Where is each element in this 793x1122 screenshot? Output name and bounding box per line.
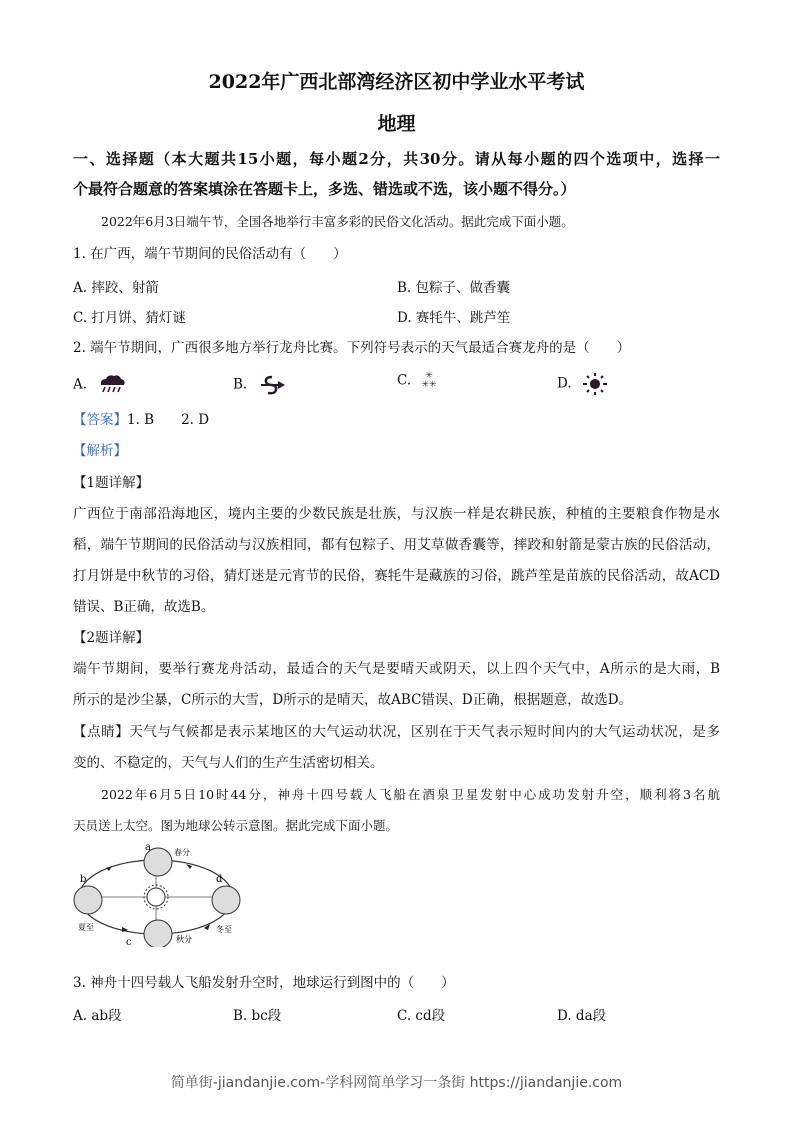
point-label-c: c xyxy=(126,937,132,947)
detail2-line: 端午节期间，要举行赛龙舟活动，最适合的天气是要晴天或阴天，以上四个天气中，A所示的是大雨，B xyxy=(73,661,720,677)
exam-title: 2022年广西北部湾经济区初中学业水平考试 xyxy=(208,71,585,93)
section-heading-line1: 一、选择题（本大题共15小题，每小题2分，共30分。请从每小题的四个选项中，选择一 xyxy=(73,150,720,168)
detail2-tag: 【2题详解】 xyxy=(73,630,150,646)
q1-option-b: B. 包粽子、做香囊 xyxy=(397,280,511,296)
sandstorm-icon xyxy=(258,374,286,396)
term-summer-solstice: 夏至 xyxy=(78,923,94,932)
q3-option-b: B. bc段 xyxy=(233,1008,282,1024)
q3-stem: 3. 神舟十四号载人飞船发射升空时，地球运行到图中的（ ） xyxy=(73,975,455,991)
detail1-line: 打月饼是中秋节的习俗，猜灯迷是元宵节的民俗，赛牦牛是藏族的习俗，跳芦笙是苗族的民俗活动，故ACD xyxy=(73,568,720,584)
heavy-snow-icon: ✳ ✳✳ xyxy=(421,371,437,390)
point-line2: 变的、不稳定的，天气与人们的生产生活密切相关。 xyxy=(73,755,384,771)
answer-line xyxy=(73,411,209,429)
earth-c xyxy=(144,920,172,947)
detail1-tag: 【1题详解】 xyxy=(73,475,150,491)
detail1-line: 广西位于南部沿海地区，境内主要的少数民族是壮族，与汉族一样是农耕民族，种植的主要粮食作物是水 xyxy=(73,506,720,522)
earth-revolution-diagram xyxy=(66,842,246,947)
q2-option-b-label: B. xyxy=(233,376,248,393)
section-heading-line2: 个最符合题意的答案填涂在答题卡上，多选、错选或不选，该小题不得分。） xyxy=(73,180,576,198)
term-winter-solstice: 冬至 xyxy=(216,925,232,934)
answer-tag: 【答案】 xyxy=(73,412,127,428)
q3-option-a: A. ab段 xyxy=(73,1008,122,1024)
earth-b xyxy=(74,886,102,914)
q2-option-b xyxy=(233,374,286,396)
q2-option-c-label: C. xyxy=(397,372,412,389)
earth-d xyxy=(212,886,240,914)
point-text: 天气与气候都是表示某地区的大气运动状况，区别在于天气表示短时间内的大气运动状况，是多 xyxy=(129,724,721,740)
q3-option-c: C. cd段 xyxy=(397,1008,446,1024)
answer-text: 1. B 2. D xyxy=(127,412,210,428)
intro-text-2-line2: 天员送上太空。图为地球公转示意图。据此完成下面小题。 xyxy=(73,818,399,833)
sunny-icon xyxy=(582,372,608,396)
q2-option-c xyxy=(397,372,437,390)
point-label-a: a xyxy=(145,842,151,853)
q2-option-d xyxy=(557,372,608,396)
analysis-tag: 【解析】 xyxy=(73,443,127,459)
detail2-line: 所示的是沙尘暴，C所示的大雪，D所示的是晴天，故ABC错误、D正确，根据题意，故选D。 xyxy=(73,692,633,708)
q1-option-c: C. 打月饼、猜灯谜 xyxy=(73,310,186,326)
q3-option-d: D. da段 xyxy=(557,1008,607,1024)
point-label-b: b xyxy=(80,874,87,885)
intro-text-1: 2022年6月3日端午节，全国各地举行丰富多彩的民俗文化活动。据此完成下面小题。 xyxy=(101,214,574,229)
q2-stem: 2. 端午节期间，广西很多地方举行龙舟比赛。下列符号表示的天气最适合赛龙舟的是（ ） xyxy=(73,340,631,356)
detail1-line: 稻，端午节期间的民俗活动与汉族相同，都有包粽子、用艾草做香囊等，摔跤和射箭是蒙古族的民俗活动， xyxy=(73,537,720,553)
sun-icon xyxy=(144,885,168,909)
footer-watermark: 简单街-jiandanjie.com-学科网简单学习一条街 https://jiandanjie.com xyxy=(170,1075,623,1091)
subject-title: 地理 xyxy=(377,113,416,135)
q1-option-a: A. 摔跤、射箭 xyxy=(73,280,159,296)
q2-option-a xyxy=(73,374,127,396)
q2-option-a-label: A. xyxy=(73,376,88,393)
detail1-line: 错误、B正确，故选B。 xyxy=(73,599,215,615)
intro-text-2-line1: 2022年6月5日10时44分，神舟十四号载人飞船在酒泉卫星发射中心成功发射升空，顺利将3名航 xyxy=(101,787,720,802)
point-line1 xyxy=(73,723,720,741)
point-tag: 【点睛】 xyxy=(73,724,130,740)
heavy-rain-icon xyxy=(97,374,127,396)
term-autumn-equinox: 秋分 xyxy=(176,935,192,944)
q1-stem: 1. 在广西，端午节期间的民俗活动有（ ） xyxy=(73,246,347,262)
q1-option-d: D. 赛牦牛、跳芦笙 xyxy=(397,310,511,326)
q2-option-d-label: D. xyxy=(557,375,572,392)
term-spring-equinox: 春分 xyxy=(174,848,190,857)
point-label-d: d xyxy=(216,874,223,885)
